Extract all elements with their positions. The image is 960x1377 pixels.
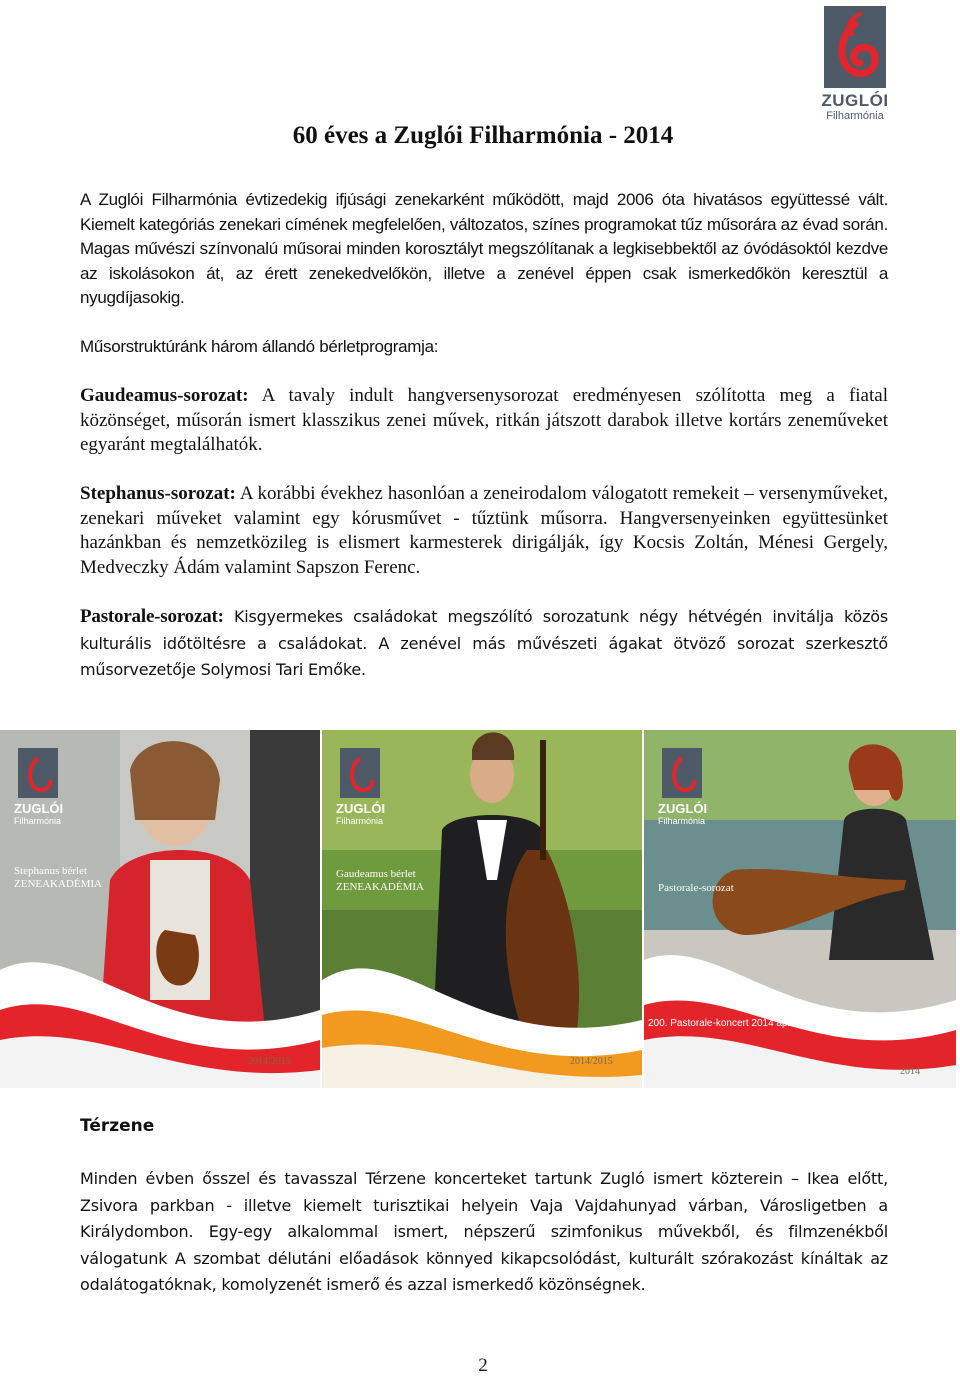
page-number: 2 [478,1355,488,1376]
poster-gaudeamus-logo2: Filharmónia [336,816,384,826]
logo-mark-icon [820,4,890,92]
poster-pastorale-logo1: ZUGLÓI [658,801,708,816]
poster-stephanus-line2: ZENEAKADÉMIA [14,878,102,890]
pastorale-series-name: Pastorale-sorozat: [80,606,224,627]
stephanus-series-name: Stephanus-sorozat: [80,483,236,504]
gaudeamus-series-name: Gaudeamus-sorozat: [80,385,249,406]
page-title: 60 éves a Zuglói Filharmónia - 2014 [292,122,674,149]
poster-pastorale-logo [658,802,707,828]
stephanus-paragraph [80,482,888,580]
poster-stephanus-line1: Stephanus bérlet [14,865,88,877]
poster-gaudeamus-line2: ZENEAKADÉMIA [336,881,424,893]
poster-pastorale-year: 2014 [900,1066,920,1077]
poster-stephanus-year: 2014/2015 [248,1056,291,1067]
poster-gaudeamus-logo [336,802,385,828]
poster-stephanus-image [0,730,320,1088]
poster-gaudeamus [322,730,642,1088]
poster-gaudeamus-caption [336,868,424,894]
pastorale-series-text: Kisgyermekes családokat megszólító sorozatunk négy hétvégén invitálja közös kulturális időtöltésre a családokat. A zenével más művészeti ágakat ötvöző sorozat szerkesztő műsorvezetője Solymosi Tari Emőke. [80,607,888,679]
logo-name-line1: ZUGLÓI [821,91,889,110]
poster-pastorale-caption [658,882,734,895]
terzene-paragraph: Minden évben ősszel és tavasszal Térzene koncerteket tartunk Zugló ismert közterein – Ikea előtt, Zsivora parkban - illetve kiemelt turisztikai helyein Vaja Vajdahunyad várban, Városligetben a Királydombon. Egy-egy alkalommal ismert, népszerű szimfonikus művekből, és filmzenékből válogatunk A szombat délutáni előadások könnyed kikapcsolódást, kulturált szórakozást kínáltak az odalátogatóknak, komolyzenét ismerő és azzal ismerkedő közönségnek. [80,1169,888,1294]
poster-gaudeamus-image [322,730,642,1088]
poster-stephanus-logo [14,802,63,828]
structure-intro: Műsorstruktúránk három állandó bérletprogramja: [80,337,439,356]
pastorale-paragraph [80,604,888,684]
stephanus-series-text: A korábbi évekhez hasonlóan a zeneirodalom válogatott remekeit – versenyműveket, zenekari műveket valamint egy kórusművet - tűztünk műsorra. Hangversenyeinken együttesünket hazánkban és nemzetközileg is elismert karmesterek dirigálják, így Kocsis Zoltán, Ménesi Gergely, Medveczky Ádám valamint Sapszon Ferenc. [80,483,888,578]
poster-stephanus-logo2: Filharmónia [14,816,62,826]
logo-name-line2: Filharmónia [826,110,884,122]
poster-stephanus [0,730,320,1088]
poster-pastorale-image [644,730,956,1088]
terzene-heading: Térzene [80,1116,155,1136]
poster-pastorale-logo2: Filharmónia [658,816,706,826]
zugloi-logo [820,4,890,124]
poster-banner [0,730,960,1090]
intro-paragraph: A Zuglói Filharmónia évtizedekig ifjúsági zenekarként működött, majd 2006 óta hivatásos együttessé vált. Kiemelt kategóriás zenekari címének megfelelően, változatos, színes programokat tűz műsorára az évad során. Magas művészi színvonalú műsorai minden korosztályt megszólítanak a legkisebbektől az óvódásoktól kezdve az iskolásokon át, az érett zenekedvelőkön, illetve a zenével éppen csak ismerkedőkön keresztül a nyugdíjasokig. [80,190,888,307]
gaudeamus-paragraph [80,384,888,458]
poster-pastorale-banner: 200. Pastorale-koncert 2014 áprilisában [648,1018,825,1029]
poster-pastorale-line1: Pastorale-sorozat [658,882,734,894]
poster-pastorale [644,730,956,1088]
poster-stephanus-caption [14,865,102,891]
poster-stephanus-logo1: ZUGLÓI [14,801,64,816]
poster-gaudeamus-year: 2014/2015 [570,1056,613,1067]
gaudeamus-series-text: A tavaly indult hangversenysorozat eredményesen szólította meg a fiatal közönséget, műsorán ismert klasszikus zenei művek, ritkán játszott darabok illetve kortárs zeneműveket egyaránt megtalálhatók. [80,385,888,455]
poster-gaudeamus-logo1: ZUGLÓI [336,801,386,816]
poster-gaudeamus-line1: Gaudeamus bérlet [336,868,416,880]
